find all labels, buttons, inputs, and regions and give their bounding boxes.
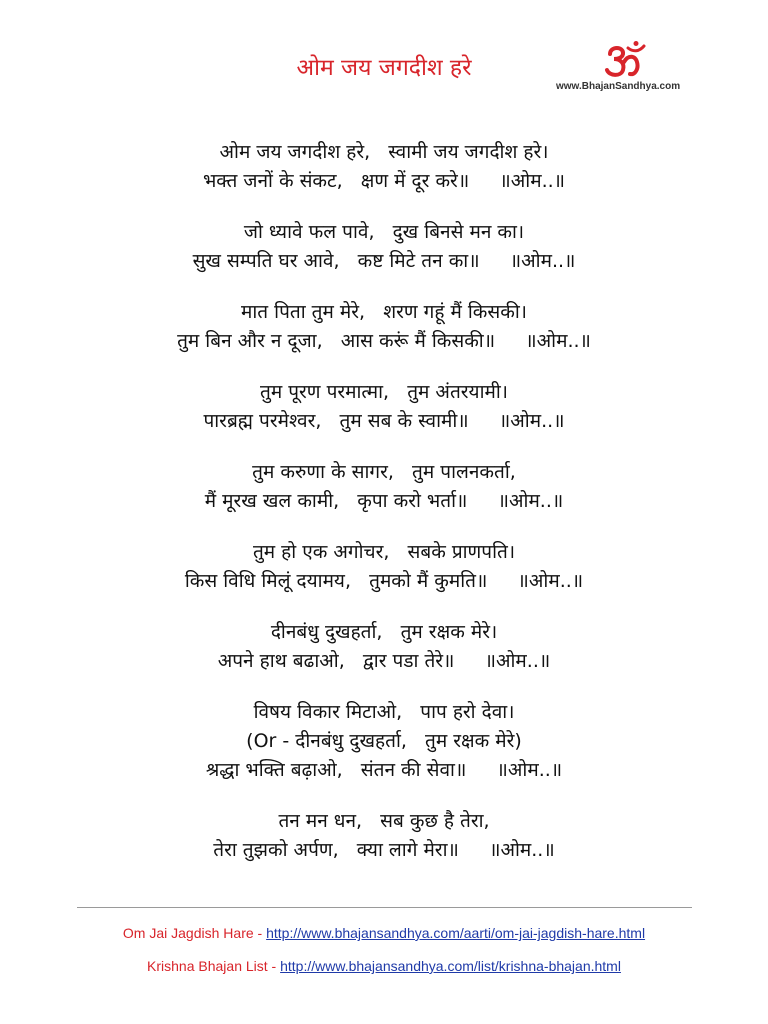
page-title: ओम जय जगदीश हरे bbox=[296, 55, 472, 81]
stanza bbox=[0, 698, 768, 785]
footer-link-row bbox=[0, 957, 768, 975]
stanza bbox=[0, 378, 768, 436]
footer-links bbox=[0, 924, 768, 990]
footer-divider bbox=[77, 907, 692, 908]
stanza bbox=[0, 807, 768, 865]
logo-text: www.BhajanSandhya.com bbox=[556, 81, 681, 92]
footer-link-row bbox=[0, 924, 768, 942]
lyric-line: जो ध्यावे फल पावे, दुख बिनसे मन का। bbox=[243, 221, 525, 243]
lyric-line: तुम करुणा के सागर, तुम पालनकर्ता, bbox=[252, 461, 516, 483]
lyric-line: ओम जय जगदीश हरे, स्वामी जय जगदीश हरे। bbox=[219, 141, 549, 163]
lyric-line: श्रद्धा भक्ति बढ़ाओ, संतन की सेवा॥ ॥ओम..॥ bbox=[205, 759, 563, 781]
lyric-line: दीनबंधु दुखहर्ता, तुम रक्षक मेरे। bbox=[270, 621, 498, 643]
bhajan-list-link[interactable]: http://www.bhajansandhya.com/list/krishna-bhajan.html bbox=[280, 958, 621, 974]
stanza bbox=[0, 218, 768, 276]
lyric-line: तन मन धन, सब कुछ है तेरा, bbox=[278, 810, 490, 832]
om-icon bbox=[602, 40, 648, 80]
stanza bbox=[0, 618, 768, 676]
lyrics bbox=[0, 138, 768, 887]
lyric-line: तेरा तुझको अर्पण, क्या लागे मेरा॥ ॥ओम..॥ bbox=[213, 839, 555, 861]
lyric-line: मैं मूरख खल कामी, कृपा करो भर्ता॥ ॥ओम..॥ bbox=[204, 490, 564, 512]
lyric-line: तुम हो एक अगोचर, सबके प्राणपति। bbox=[252, 541, 516, 563]
link-label: Om Jai Jagdish Hare - bbox=[122, 925, 267, 941]
lyric-line: भक्त जनों के संकट, क्षण में दूर करे॥ ॥ओम..॥ bbox=[202, 170, 566, 192]
lyric-line: विषय विकार मिटाओ, पाप हरो देवा। bbox=[253, 701, 515, 723]
lyric-line: सुख सम्पति घर आवे, कष्ट मिटे तन का॥ ॥ओम..॥ bbox=[192, 250, 576, 272]
lyric-line: अपने हाथ बढाओ, द्वार पडा तेरे॥ ॥ओम..॥ bbox=[217, 650, 551, 672]
stanza bbox=[0, 458, 768, 516]
lyric-line: तुम पूरण परमात्मा, तुम अंतरयामी। bbox=[260, 381, 508, 403]
aarti-link[interactable]: http://www.bhajansandhya.com/aarti/om-jai-jagdish-hare.html bbox=[266, 925, 646, 941]
stanza bbox=[0, 298, 768, 356]
lyric-line: किस विधि मिलूं दयामय, तुमको मैं कुमति॥ ॥ओम..॥ bbox=[184, 570, 584, 592]
link-label: Krishna Bhajan List - bbox=[147, 958, 281, 974]
lyric-line-alternate: (Or - दीनबंधु दुखहर्ता, तुम रक्षक मेरे) bbox=[246, 730, 522, 752]
lyric-line: मात पिता तुम मेरे, शरण गहूं मैं किसकी। bbox=[241, 301, 527, 323]
site-logo[interactable] bbox=[556, 40, 696, 92]
stanza bbox=[0, 138, 768, 196]
stanza bbox=[0, 538, 768, 596]
lyric-line: पारब्रह्म परमेश्वर, तुम सब के स्वामी॥ ॥ओम..॥ bbox=[203, 410, 565, 432]
lyric-line: तुम बिन और न दूजा, आस करूं मैं किसकी॥ ॥ओम..॥ bbox=[177, 330, 591, 352]
